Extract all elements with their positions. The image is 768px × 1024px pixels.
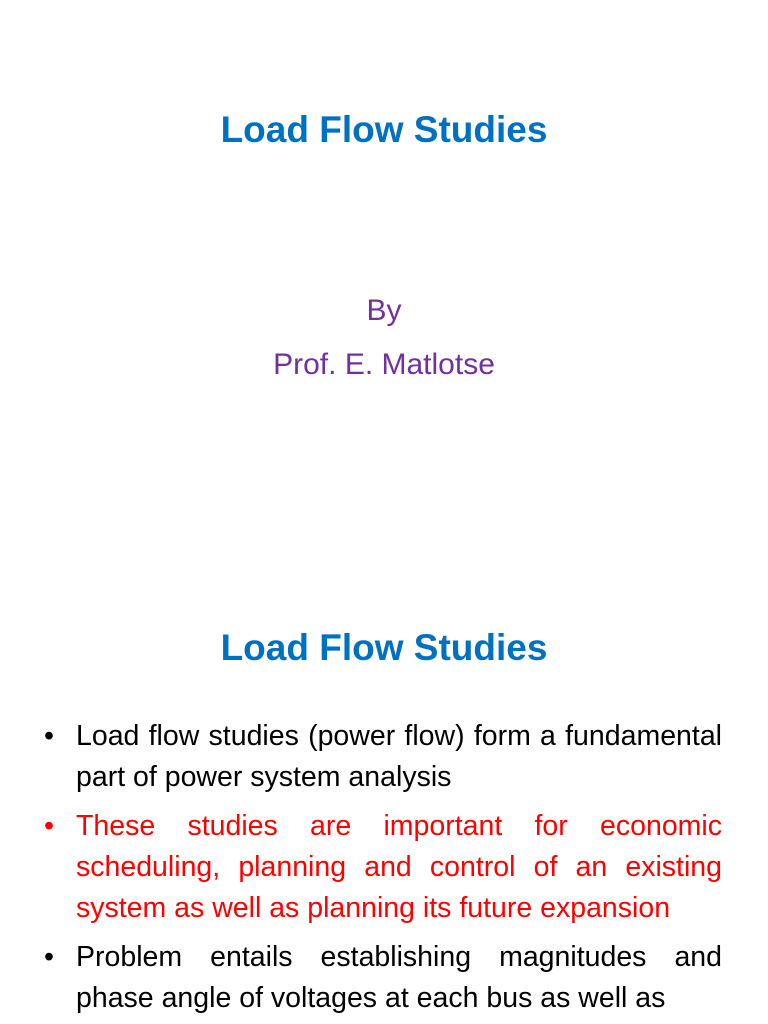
- bullet-item: [44, 716, 722, 798]
- slide-title: Load Flow Studies: [220, 109, 548, 150]
- bullet-text: These studies are important for economic scheduling, planning and control of an existing system as well as planning its future expansion: [76, 810, 722, 924]
- content-slide: [0, 576, 768, 1024]
- bullet-item-highlighted: [44, 806, 722, 929]
- bullet-dot-icon: •: [44, 941, 54, 973]
- by-line: By: [366, 294, 402, 327]
- bullet-list: [44, 716, 722, 1024]
- author-block: [0, 284, 768, 392]
- bullet-dot-icon: •: [44, 810, 54, 842]
- bullet-text: Problem entails establishing magnitudes and phase angle of voltages at each bus as well as: [76, 941, 722, 1014]
- author-name: Prof. E. Matlotse: [273, 348, 495, 381]
- bullet-item: [44, 937, 722, 1019]
- bullet-dot-icon: •: [44, 720, 54, 752]
- bullet-text: Load flow studies (power flow) form a fundamental part of power system analysis: [76, 720, 722, 793]
- slide-title: Load Flow Studies: [220, 627, 548, 668]
